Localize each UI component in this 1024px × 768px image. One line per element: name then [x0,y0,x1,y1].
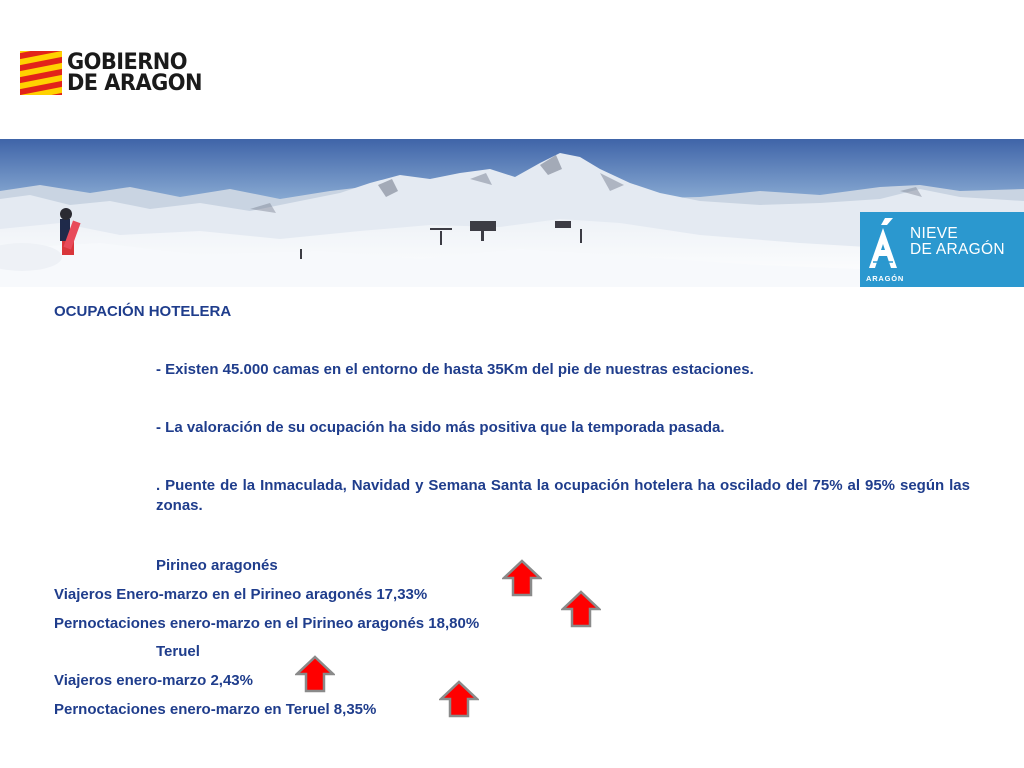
teruel-title: Teruel [156,643,200,660]
nieve-line-1: NIEVE [910,225,959,242]
pirineo-title: Pirineo aragonés [156,557,278,574]
up-arrow-icon [561,590,601,628]
nieve-line-2: DE ARAGÓN [910,241,1005,258]
section-heading: OCUPACIÓN HOTELERA [54,303,232,320]
up-arrow-icon [439,680,479,718]
teruel-viajeros: Viajeros enero-marzo 2,43% [54,672,253,689]
logo-line-1: GOBIERNO [67,49,187,75]
nieve-badge-subtitle: ARAGÓN [866,274,905,283]
ski-panorama-banner [0,139,1024,287]
pirineo-pernoctaciones: Pernoctaciones enero-marzo en el Pirineo aragonés 18,80% [54,615,480,632]
bullet-valoracion: - La valoración de su ocupación ha sido más positiva que la temporada pasada. [156,419,725,436]
gobierno-aragon-logo [20,51,212,95]
nieve-aragon-badge [860,212,1024,287]
bullet-camas: - Existen 45.000 camas en el entorno de hasta 35Km del pie de nuestras estaciones. [156,361,754,378]
logo-wordmark [67,49,202,96]
up-arrow-icon [295,655,335,693]
teruel-pernoctaciones: Pernoctaciones enero-marzo en Teruel 8,35% [54,701,377,718]
up-arrow-icon [502,559,542,597]
pirineo-viajeros: Viajeros Enero-marzo en el Pirineo aragonés 17,33% [54,586,428,603]
logo-line-2: DE ARAGON [67,70,202,96]
nieve-aragon-logo [863,216,903,270]
bullet-puentes: . Puente de la Inmaculada, Navidad y Semana Santa la ocupación hotelera ha oscilado del 75% al 95% según las zonas. [156,477,970,514]
nieve-badge-title [910,226,1005,258]
aragon-flag-icon [20,51,62,95]
